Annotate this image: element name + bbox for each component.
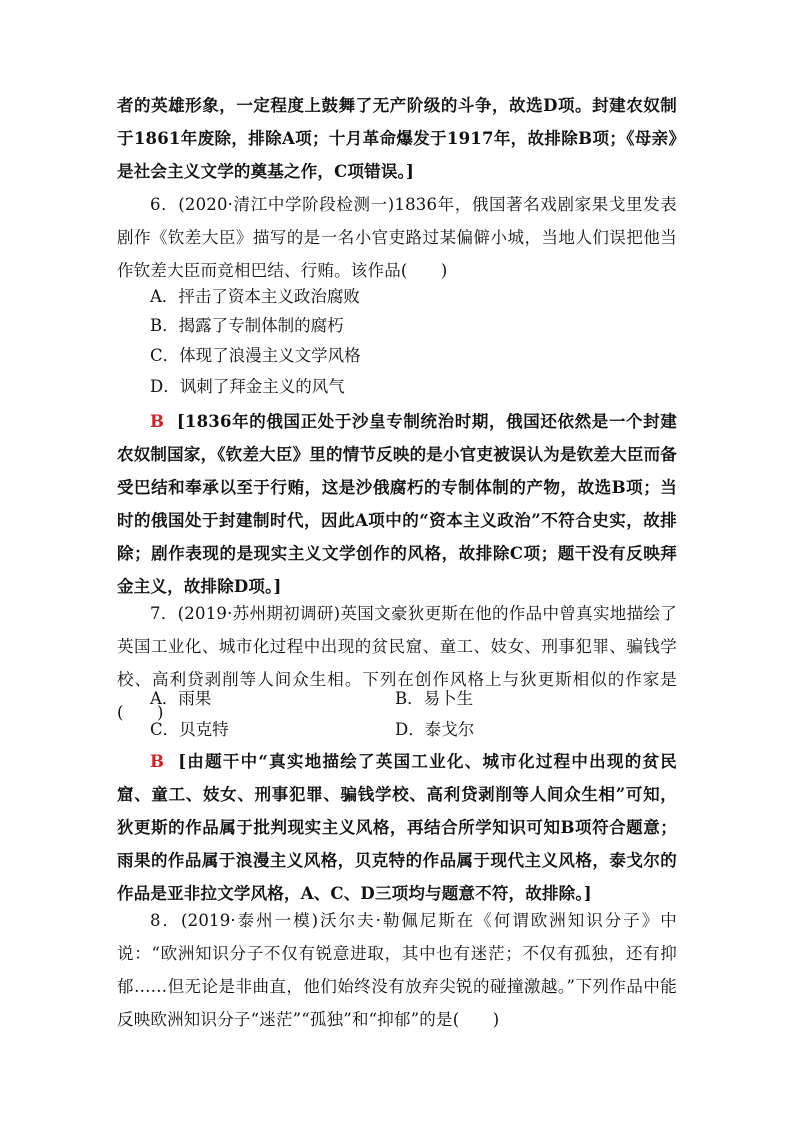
q7-option-b: B．易卜生 <box>395 689 474 708</box>
q6-analysis: [1836年的俄国正处于沙皇专制统治时期，俄国还依然是一个封建农奴制国家，《钦差大臣》里的情节反映的是小官吏被误认为是钦差大臣而备受巴结和奉承以至于行贿，这是沙俄腐朽的专制体制的产物，故选B项；当时的俄国处于封建制时代，因此A项中的“资本主义政治”不符合史实，故排除；剧作表现的是现实主义文学创作的风格，故排除C项；题干没有反映拜金主义，故排除D项。] <box>117 412 677 596</box>
q7-answer-letter: B <box>150 752 165 771</box>
q7-answer-block <box>117 745 677 910</box>
q6-answer-letter: B <box>150 412 165 431</box>
answer5-continuation: 者的英雄形象，一定程度上鼓舞了无产阶级的斗争，故选D项。封建农奴制于1861年废除，排除A项；十月革命爆发于1917年，故排除B项；《母亲》是社会主义文学的奠基之作，C项错误。] <box>117 96 677 181</box>
question6-stem: 6．(2020·清江中学阶段检测一)1836年，俄国著名戏剧家果戈里发表剧作《钦差大臣》描写的是一名小官吏路过某偏僻小城，当地人们误把他当作钦差大臣而竞相巴结、行贿。该作品( ) <box>117 195 677 280</box>
q7-option-c: C．贝克特 <box>150 720 229 739</box>
q6-option-b: B．揭露了专制体制的腐朽 <box>150 316 344 335</box>
question8-stem: 8．(2019·泰州一模)沃尔夫·勒佩尼斯在《何谓欧洲知识分子》中说：“欧洲知识分子不仅有锐意进取，其中也有迷茫；不仅有孤独，还有抑郁……但无论是非曲直，他们始终没有放弃尖锐的碰撞激越。”下列作品中能反映欧洲知识分子“迷茫”“孤独”和“抑郁”的是( ) <box>117 911 677 1029</box>
q7-analysis: [由题干中“真实地描绘了英国工业化、城市化过程中出现的贫民窟、童工、妓女、刑事犯罪、骗钱学校、高利贷剥削等人间众生相”可知，狄更斯的作品属于批判现实主义风格，再结合所学知识可知B项符合题意；雨果的作品属于浪漫主义风格，贝克特的作品属于现代主义风格，泰戈尔的作品是亚非拉文学风格，A、C、D三项均与题意不符，故排除。] <box>117 752 677 903</box>
q6-answer-block <box>117 405 677 603</box>
q6-option-d: D．讽刺了拜金主义的风气 <box>150 377 345 396</box>
q6-option-a: A．抨击了资本主义政治腐败 <box>150 287 360 306</box>
q6-option-c: C．体现了浪漫主义文学风格 <box>150 346 361 365</box>
q7-option-d: D．泰戈尔 <box>395 720 475 739</box>
q7-option-a: A．雨果 <box>150 689 212 708</box>
question7-stem: 7．(2019·苏州期初调研)英国文豪狄更斯在他的作品中曾真实地描绘了英国工业化、城市化过程中出现的贫民窟、童工、妓女、刑事犯罪、骗钱学校、高利贷剥削等人间众生相。下列在创作风格上与狄更斯相似的作家是( ) <box>117 604 677 722</box>
